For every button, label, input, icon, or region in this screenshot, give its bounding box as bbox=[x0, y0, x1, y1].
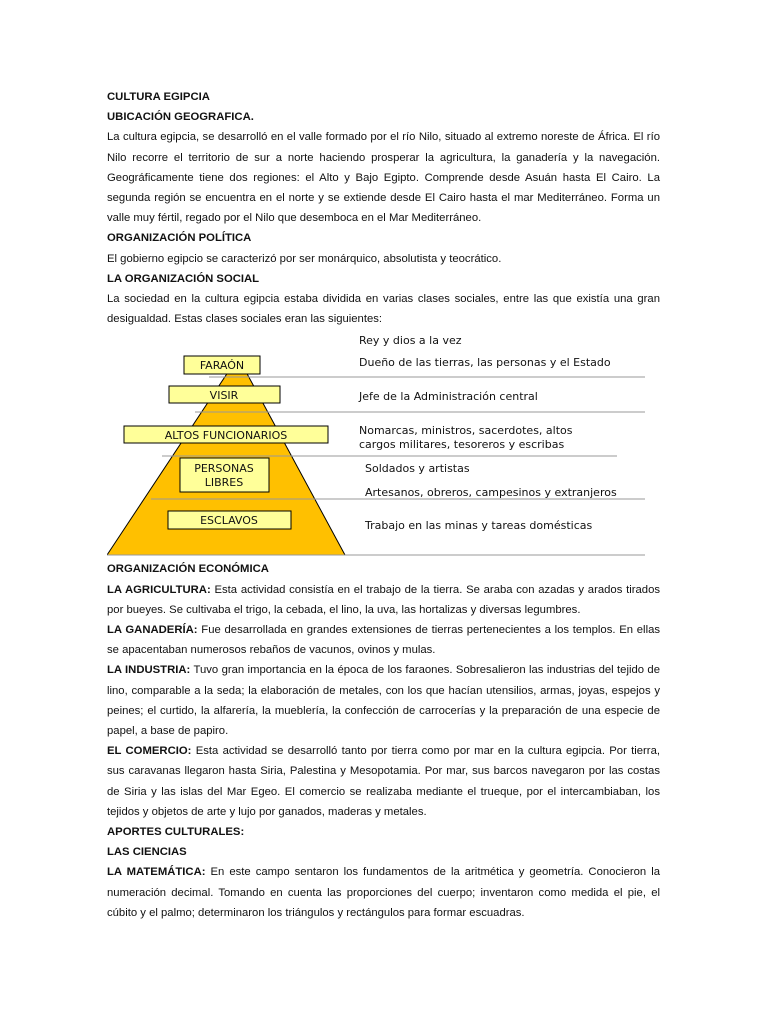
heading-economica: ORGANIZACIÓN ECONÓMICA bbox=[107, 563, 269, 576]
paragraph-ubicacion: La cultura egipcia, se desarrolló en el valle formado por el río Nilo, situado al extremo noreste de África. El río Nilo recorre el territorio de sur a norte haciendo prosperar la agricultura, la ganadería y la navegación. Geográficamente tiene dos regiones: el Alto y Bajo Egipto. Comprende desde Asuán hasta El Cairo. La segunda región se encuentra en el norte y se extiende desde El Cairo hasta el mar Mediterráneo. Forma un valle muy fértil, regado por el Nilo que desemboca en el Mar Mediterráneo. bbox=[107, 131, 660, 225]
desc-esclavos: Trabajo en las minas y tareas domésticas bbox=[365, 519, 593, 533]
label-matematica: LA MATEMÁTICA: bbox=[107, 866, 206, 879]
heading-aportes: APORTES CULTURALES: bbox=[107, 826, 245, 839]
heading-social: LA ORGANIZACIÓN SOCIAL bbox=[107, 272, 260, 285]
heading-ubicacion: UBICACIÓN GEOGRAFICA. bbox=[107, 111, 254, 124]
label-agricultura: LA AGRICULTURA: bbox=[107, 583, 211, 596]
label-industria: LA INDUSTRIA: bbox=[107, 664, 191, 677]
text-agricultura: Esta actividad consistía en el trabajo de la tierra. Se araba con azadas y arados tirados por bueyes. Se cultivaba el trigo, la cebada, el lino, la uva, las hortalizas y diversas legumbres. bbox=[107, 583, 661, 616]
text-ganaderia: Fue desarrollada en grandes extensiones de tierras pertenecientes a los templos. En ellas se apacentaban numerosos rebaños de vacunos, ovinos y mulas. bbox=[107, 624, 661, 657]
paragraph-comercio bbox=[107, 741, 660, 822]
paragraph-politica: El gobierno egipcio se caracterizó por ser monárquico, absolutista y teocrático. bbox=[107, 252, 502, 265]
heading-politica: ORGANIZACIÓN POLÍTICA bbox=[107, 232, 252, 245]
doc-title: CULTURA EGIPCIA bbox=[107, 91, 210, 103]
social-pyramid-figure bbox=[107, 333, 660, 559]
paragraph-ganaderia bbox=[107, 620, 660, 660]
text-industria: Tuvo gran importancia en la época de los faraones. Sobresalieron las industrias del tejido de lino, comparable a la seda; la elaboración de metales, con los que hacían utensilios, armas, joyas, espejos y peines; el curtido, la alfarería, la mueblería, la confección de carrocerías y la preparación de una especie de papel, a base de papiro. bbox=[107, 664, 660, 738]
document-body bbox=[107, 87, 660, 923]
paragraph-social: La sociedad en la cultura egipcia estaba dividida en varias clases sociales, entre las que existía una gran desigualdad. Estas clases sociales eran las siguientes: bbox=[107, 293, 660, 326]
desc-faraon-2: Dueño de las tierras, las personas y el Estado bbox=[359, 356, 611, 370]
text-comercio: Esta actividad se desarrolló tanto por tierra como por mar en la cultura egipcia. Por tierra, sus caravanas llegaron hasta Siria, Palestina y Mesopotamia. Por mar, sus barcos navegaron por las costas de Siria y las islas del Mar Egeo. El comercio se realizaba mediante el trueque, por el intercambiaban, los tejidos y objetos de arte y lujo por ganados, maderas y metales. bbox=[107, 745, 660, 818]
label-ganaderia: LA GANADERÍA: bbox=[107, 624, 198, 637]
desc-libres-2: Artesanos, obreros, campesinos y extranjeros bbox=[365, 486, 617, 500]
esclavos-label: ESCLAVOS bbox=[200, 514, 258, 528]
paragraph-agricultura bbox=[107, 580, 660, 620]
personas-label-1: PERSONAS bbox=[194, 462, 254, 476]
desc-libres-1: Soldados y artistas bbox=[365, 462, 470, 476]
paragraph-industria bbox=[107, 660, 660, 741]
faraon-label: FARAÓN bbox=[199, 359, 245, 373]
paragraph-matematica bbox=[107, 862, 660, 923]
desc-altos-2: cargos militares, tesoreros y escribas bbox=[359, 438, 565, 452]
label-comercio: EL COMERCIO: bbox=[107, 745, 192, 758]
desc-altos-1: Nomarcas, ministros, sacerdotes, altos bbox=[359, 424, 573, 438]
social-pyramid-svg bbox=[107, 333, 660, 559]
altos-label: ALTOS FUNCIONARIOS bbox=[164, 429, 288, 443]
desc-faraon-1: Rey y dios a la vez bbox=[359, 334, 462, 348]
personas-label-2: LIBRES bbox=[204, 476, 244, 490]
desc-visir: Jefe de la Administración central bbox=[359, 390, 538, 404]
heading-ciencias: LAS CIENCIAS bbox=[107, 846, 187, 859]
visir-label: VISIR bbox=[209, 389, 239, 403]
text-matematica: En este campo sentaron los fundamentos de la aritmética y geometría. Conocieron la numeración decimal. Tomando en cuenta las proporciones del cuerpo; inventaron como medida el pie, el cúbito y el palmo; determinaron los triángulos y rectángulos para formar escuadras. bbox=[107, 866, 660, 919]
